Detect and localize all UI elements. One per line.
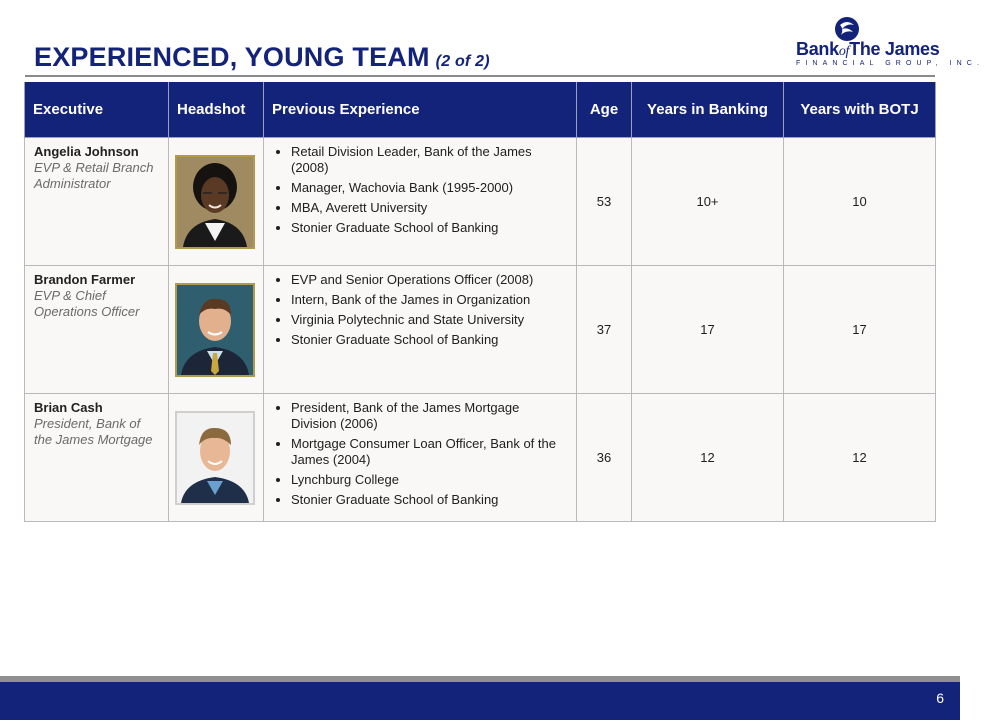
col-header-years-botj: Years with BOTJ: [784, 82, 936, 138]
page-number: 6: [936, 690, 944, 706]
logo-word-of: of: [838, 44, 850, 59]
experience-cell: [264, 266, 577, 394]
age-cell: 37: [577, 266, 632, 394]
experience-list: [274, 144, 568, 236]
list-item: • Mortgage Consumer Loan Officer, Bank of the James (2004): [291, 436, 568, 468]
table-row: [25, 138, 936, 266]
headshot-cell: [169, 266, 264, 394]
list-item: • Stonier Graduate School of Banking: [291, 220, 568, 236]
headshot-photo: [175, 411, 255, 505]
logo-wordmark: [796, 39, 939, 60]
executive-title: President, Bank of the James Mortgage: [34, 416, 153, 447]
list-item: • Stonier Graduate School of Banking: [291, 332, 568, 348]
person-photo-icon: [177, 285, 253, 375]
years-botj-cell: 10: [784, 138, 936, 266]
years-banking-cell: 12: [632, 394, 784, 522]
years-banking-cell: 17: [632, 266, 784, 394]
list-item: • Manager, Wachovia Bank (1995-2000): [291, 180, 568, 196]
page-title: [34, 42, 490, 73]
executive-cell: [25, 266, 169, 394]
col-header-years-banking: Years in Banking: [632, 82, 784, 138]
list-item: • Intern, Bank of the James in Organization: [291, 292, 568, 308]
headshot-photo: [175, 283, 255, 377]
team-table: [24, 82, 936, 522]
table-row: [25, 394, 936, 522]
list-item: • MBA, Averett University: [291, 200, 568, 216]
col-header-age: Age: [577, 82, 632, 138]
age-cell: 36: [577, 394, 632, 522]
title-divider: [25, 75, 935, 77]
years-botj-cell: 17: [784, 266, 936, 394]
col-header-experience: Previous Experience: [264, 82, 577, 138]
experience-cell: [264, 138, 577, 266]
list-item: • Lynchburg College: [291, 472, 568, 488]
executive-name: Brandon Farmer: [34, 272, 136, 287]
logo-word-bank: Bank: [796, 39, 839, 59]
years-botj-cell: 12: [784, 394, 936, 522]
list-item: • EVP and Senior Operations Officer (2008): [291, 272, 568, 288]
experience-list: [274, 272, 568, 348]
executive-cell: [25, 138, 169, 266]
list-item: • President, Bank of the James Mortgage Division (2006): [291, 400, 568, 432]
person-photo-icon: [177, 157, 253, 247]
table-row: [25, 266, 936, 394]
list-item: • Stonier Graduate School of Banking: [291, 492, 568, 508]
experience-cell: [264, 394, 577, 522]
years-banking-cell: 10+: [632, 138, 784, 266]
age-cell: 53: [577, 138, 632, 266]
executive-name: Brian Cash: [34, 400, 103, 415]
headshot-photo: [175, 155, 255, 249]
headshot-cell: [169, 138, 264, 266]
title-subtitle: (2 of 2): [435, 53, 490, 70]
executive-cell: [25, 394, 169, 522]
executive-name: Angelia Johnson: [34, 144, 139, 159]
experience-list: [274, 400, 568, 508]
footer-bar: [0, 682, 960, 720]
logo-word-the-james: The James: [849, 39, 940, 59]
col-header-executive: Executive: [25, 82, 169, 138]
list-item: • Retail Division Leader, Bank of the James (2008): [291, 144, 568, 176]
company-logo: [792, 15, 984, 70]
list-item: • Virginia Polytechnic and State University: [291, 312, 568, 328]
headshot-cell: [169, 394, 264, 522]
table-header-row: [25, 82, 936, 138]
col-header-headshot: Headshot: [169, 82, 264, 138]
title-text: EXPERIENCED, YOUNG TEAM: [34, 42, 430, 72]
logo-tagline: FINANCIAL GROUP, INC.: [796, 60, 984, 67]
executive-title: EVP & Retail Branch Administrator: [34, 160, 154, 191]
executive-title: EVP & Chief Operations Officer: [34, 288, 140, 319]
person-photo-icon: [177, 413, 253, 503]
